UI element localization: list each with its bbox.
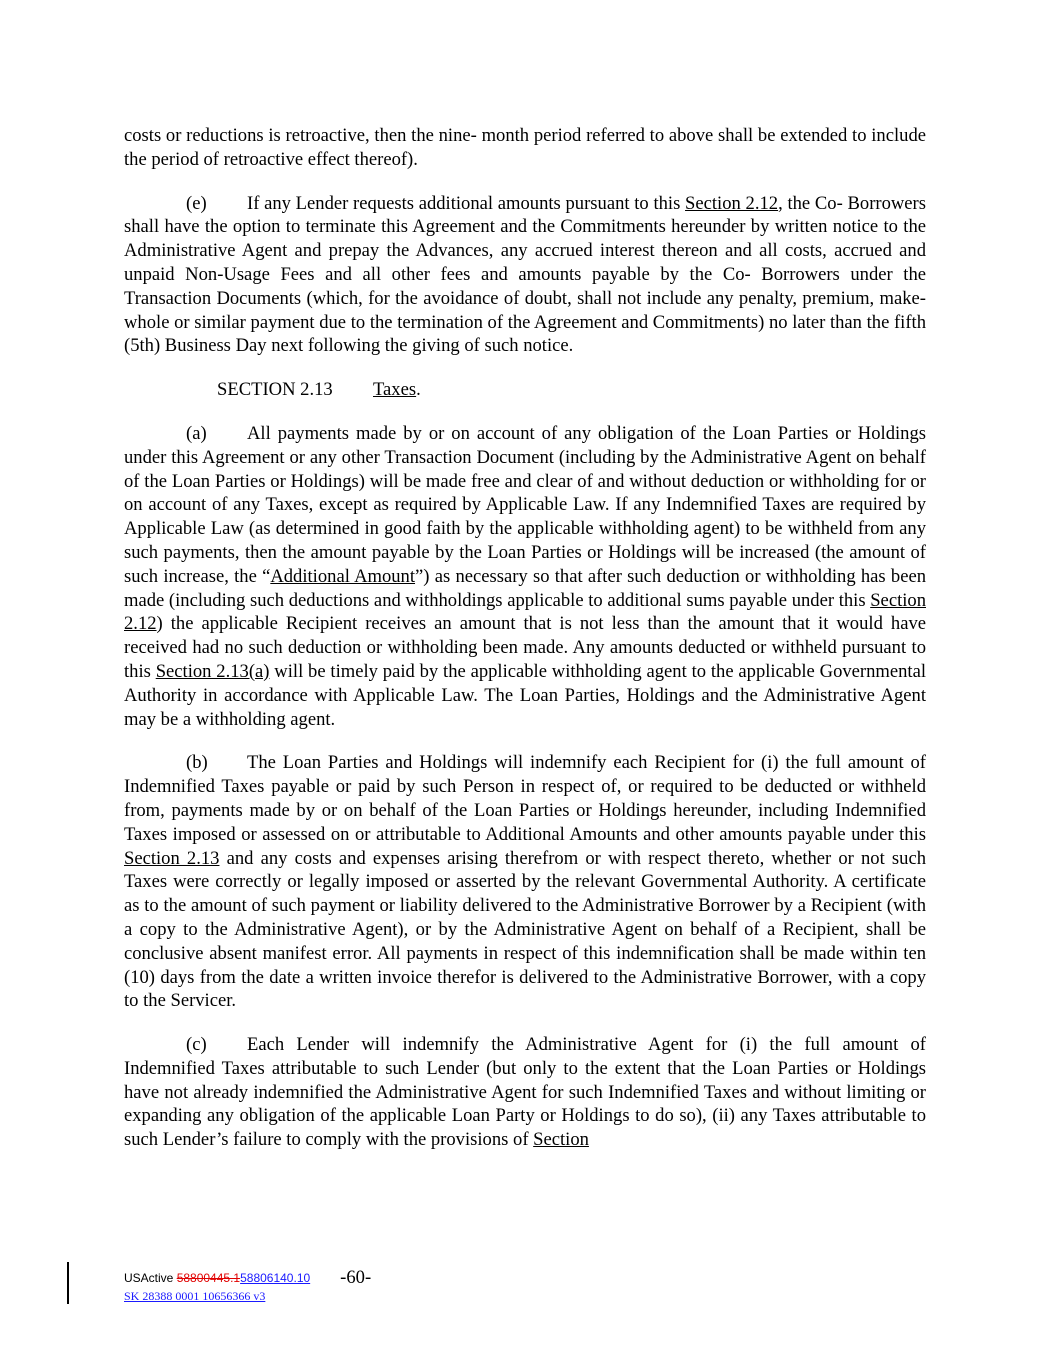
footer-prefix: USActive (124, 1271, 177, 1285)
defined-term: Additional Amount (270, 565, 416, 587)
paragraph-label: (e) (186, 192, 207, 214)
cross-reference-link: Section 2.12 (124, 589, 926, 635)
paragraph-label: (a) (186, 422, 207, 444)
paragraph-label: (b) (186, 752, 208, 774)
section-heading: SECTION 2.13 Taxes. (217, 379, 421, 401)
paragraph-a: (a) All payments made by or on account of any obligation of the Loan Parties or Holdings under this Agreement or any other Transaction Document (including by the Administrative Agent on behalf of the Loan Parties or Holdings) will be made free and clear of and without deduction or withholding for or on account of any Taxes, except as required by Applicable Law. If any Indemnified Taxes are required by Applicable Law (as determined in good faith by the applicable withholding agent) to be withheld from any such payments, then the amount payable by the Loan Parties or Holdings will be increased (the amount of such increase, the “Additional Amount”) as necessary so that after such deduction or withholding has been made (including such deductions and withholdings applicable to additional sums payable under this Section 2.12) the applicable Recipient receives an amount that is not less than the amount that it would have received had no such deduction or withholding been made. Any amounts deducted or withheld pursuant to this Section 2.13(a) will be timely paid by the applicable withholding agent to the applicable Governmental Authority in accordance with Applicable Law. The Loan Parties, Holdings and the Administrative Agent may be a withholding agent. (124, 422, 926, 730)
section-title: Taxes (373, 379, 417, 401)
section-number: SECTION 2.13 (217, 379, 333, 401)
paragraph-label: (c) (186, 1034, 207, 1056)
paragraph-continuation: costs or reductions is retroactive, then the nine- month period referred to above shall be extended to include the period of retroactive effect thereof). (124, 125, 926, 170)
inserted-doc-number: 58806140.10 (240, 1271, 311, 1285)
document-body (124, 124, 926, 1172)
cross-reference-link: Section 2.12 (685, 192, 779, 214)
paragraph-c: (c) Each Lender will indemnify the Administrative Agent for (i) the full amount of Indemnified Taxes attributable to such Lender (but only to the extent that the Loan Parties or Holdings have not already indemnified the Administrative Agent for such Indemnified Taxes and without limiting or expanding any obligation of the applicable Loan Party or Holdings to do so), (ii) any Taxes attributable to such Lender’s failure to comply with the provisions of Section (124, 1034, 926, 1151)
cross-reference-link: Section 2.13 (124, 847, 220, 869)
footer (124, 1266, 371, 1288)
page-number: -60- (340, 1267, 372, 1288)
revision-bar (67, 1262, 69, 1304)
cross-reference-link: Section 2.13(a) (155, 660, 270, 682)
paragraph-b: (b) The Loan Parties and Holdings will indemnify each Recipient for (i) the full amount of Indemnified Taxes payable or paid by such Person in respect of, or required to be deducted or withheld from, payments made by or on behalf of the Loan Parties or Holdings hereunder, including Indemnified Taxes imposed or assessed on or attributable to Additional Amounts and other amounts payable under this Section 2.13 and any costs and expenses arising therefrom or with respect thereto, whether or not such Taxes were correctly or legally imposed or asserted by the relevant Governmental Authority. A certificate as to the amount of such payment or liability delivered to the Administrative Borrower by a Recipient (with a copy to the Administrative Agent), or by the Administrative Agent on behalf of a Recipient, shall be conclusive absent manifest error. All payments in respect of this indemnification shall be made within ten (10) days from the date a written invoice therefor is delivered to the Administrative Borrower, with a copy to the Servicer. (124, 752, 926, 1012)
cross-reference-link: Section (533, 1129, 589, 1151)
deleted-doc-number: 58800445.1 (176, 1271, 241, 1285)
paragraph-e: (e) If any Lender requests additional amounts pursuant to this Section 2.12, the Co- Borrowers shall have the option to terminate this Agreement and the Commitments hereunder by written notice to the Administrative Agent and prepay the Advances, any accrued interest thereon and all costs, accrued and unpaid Non-Usage Fees and all other fees and amounts payable by the Co- Borrowers under the Transaction Documents (which, for the avoidance of doubt, shall not include any penalty, premium, make-whole or similar payment due to the termination of the Agreement and Commitments) no later than the fifth (5th) Business Day next following the giving of such notice. (124, 192, 926, 357)
document-id: SK 28388 0001 10656366 v3 (124, 1289, 266, 1303)
